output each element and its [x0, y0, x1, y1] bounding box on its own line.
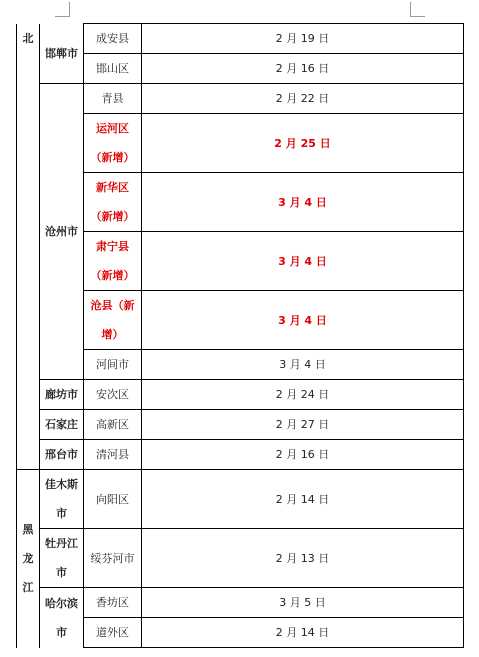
table-row — [17, 54, 464, 84]
table-row — [17, 84, 464, 114]
date-cell: 2 月 16 日 — [142, 440, 464, 470]
date-cell: 2 月 14 日 — [142, 470, 464, 529]
district-cell: 青县 — [84, 84, 142, 114]
city-line2: 市 — [56, 566, 67, 579]
date-cell-new: 3 月 4 日 — [142, 232, 464, 291]
table-row — [17, 291, 464, 350]
date-cell-new: 2 月 25 日 — [142, 114, 464, 173]
city-cell-xingtai: 邢台市 — [40, 440, 84, 470]
city-cell-shijiazhuang: 石家庄 — [40, 410, 84, 440]
city-cell-handan — [40, 24, 84, 84]
table-row — [17, 618, 464, 648]
district-cell-new — [84, 173, 142, 232]
city-line2: 市 — [56, 507, 67, 520]
district-cell: 向阳区 — [84, 470, 142, 529]
city-line1: 哈尔滨 — [45, 596, 78, 610]
district-cell-new — [84, 291, 142, 350]
district-cell: 高新区 — [84, 410, 142, 440]
district-cell-new — [84, 232, 142, 291]
table-row — [17, 470, 464, 529]
table-row — [17, 173, 464, 232]
city-line1: 牡丹江 — [45, 537, 78, 550]
district-line2: （新增） — [90, 269, 135, 282]
city-line2: 市 — [56, 625, 67, 639]
district-cell: 成安县 — [84, 24, 142, 54]
table-row — [17, 410, 464, 440]
district-cell: 河间市 — [84, 350, 142, 380]
district-cell-new — [84, 114, 142, 173]
district-line1: 新华区 — [96, 181, 129, 194]
province-cell-hebei — [17, 24, 40, 470]
district-cell: 清河县 — [84, 440, 142, 470]
district-line1: 沧县（新 — [90, 299, 135, 312]
table-row — [17, 588, 464, 618]
page-corner-mark-right — [410, 2, 425, 17]
province-label: 北 — [22, 31, 34, 45]
date-cell: 2 月 19 日 — [142, 24, 464, 54]
date-cell: 3 月 4 日 — [142, 350, 464, 380]
city-line1: 佳木斯 — [45, 478, 78, 491]
date-cell: 2 月 16 日 — [142, 54, 464, 84]
outbreak-area-table — [16, 23, 464, 648]
date-cell: 2 月 27 日 — [142, 410, 464, 440]
district-cell: 邯山区 — [84, 54, 142, 84]
city-label: 沧州市 — [45, 225, 78, 238]
table-row — [17, 529, 464, 588]
city-cell-cangzhou — [40, 84, 84, 380]
district-cell: 香坊区 — [84, 588, 142, 618]
district-line1: 肃宁县 — [96, 240, 129, 253]
date-cell: 2 月 13 日 — [142, 529, 464, 588]
table-row — [17, 440, 464, 470]
page-corner-mark-left — [55, 2, 70, 17]
table-row — [17, 114, 464, 173]
city-cell-langfang: 廊坊市 — [40, 380, 84, 410]
city-cell-jiamusi — [40, 470, 84, 529]
date-cell: 2 月 22 日 — [142, 84, 464, 114]
table-row — [17, 350, 464, 380]
city-cell-mudanjiang — [40, 529, 84, 588]
province-label: 黑龙江 — [22, 523, 34, 595]
date-cell: 2 月 14 日 — [142, 618, 464, 648]
city-label: 邯郸市 — [45, 46, 78, 60]
district-cell: 绥芬河市 — [84, 529, 142, 588]
table-row — [17, 380, 464, 410]
table-row — [17, 232, 464, 291]
date-cell: 2 月 24 日 — [142, 380, 464, 410]
date-cell-new: 3 月 4 日 — [142, 173, 464, 232]
district-line1: 运河区 — [96, 122, 129, 135]
city-cell-harbin — [40, 588, 84, 648]
district-line2: （新增） — [90, 151, 135, 164]
district-line2: （新增） — [90, 210, 135, 223]
district-cell: 安次区 — [84, 380, 142, 410]
date-cell: 3 月 5 日 — [142, 588, 464, 618]
district-cell: 道外区 — [84, 618, 142, 648]
province-cell-heilongjiang — [17, 470, 40, 648]
table-row — [17, 24, 464, 54]
district-line2: 增） — [101, 328, 124, 341]
date-cell-new: 3 月 4 日 — [142, 291, 464, 350]
